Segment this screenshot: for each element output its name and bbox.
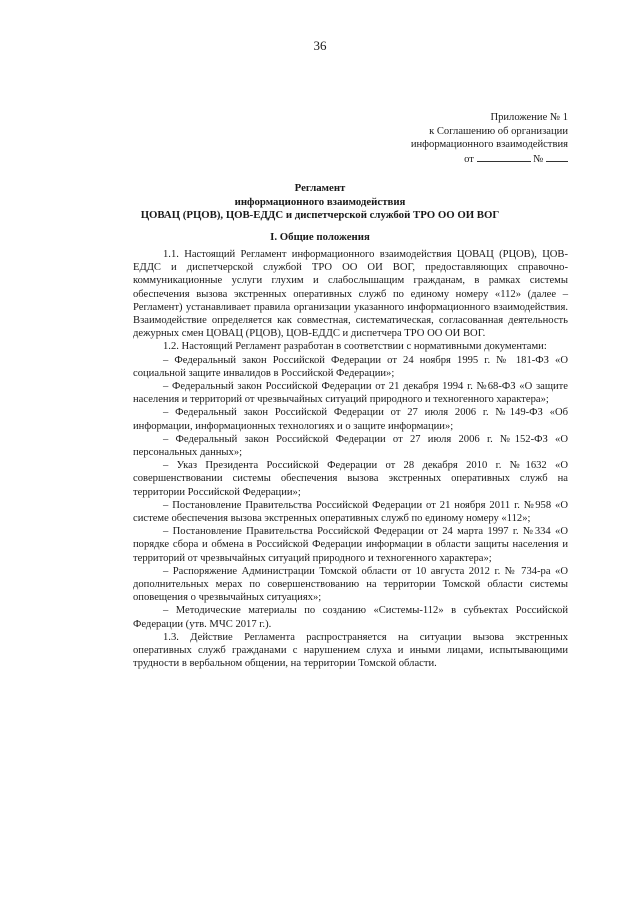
appendix-block: [411, 111, 568, 166]
title-line-2: информационного взаимодействия: [234, 195, 406, 208]
date-blank-field: [477, 152, 531, 162]
appendix-date-number-line: [411, 152, 568, 167]
appendix-line-3: информационного взаимодействия: [410, 139, 568, 151]
appendix-line-1: Приложение № 1: [490, 112, 568, 123]
appendix-line-2: к Соглашению об организации: [429, 125, 568, 137]
list-item: – Федеральный закон Российской Федерации от 27 июля 2006 г. №152-ФЗ «О персональных данных»;: [133, 433, 568, 459]
title-line-1: Регламент: [294, 182, 346, 194]
paragraph-1-3: 1.3. Действие Регламента распространяется на ситуации вызова экстренных оперативных служб гражданами с нарушением слуха и иными лицами, испытывающими трудности в вербальном общении, на территории Томской области.: [133, 631, 568, 670]
list-item: – Постановление Правительства Российской Федерации от 21 ноября 2011 г. №958 «О системе обеспечения вызова экстренных оперативных служб по единому номеру «112»;: [133, 499, 568, 525]
page-number: 36: [313, 38, 327, 53]
list-item: – Распоряжение Администрации Томской области от 10 августа 2012 г. № 734-ра «О дополнительных мерах по совершенствованию на территории Томской области системы оповещения о чрезвычайных ситуациях»;: [133, 565, 568, 604]
list-item: – Методические материалы по созданию «Системы-112» в субъектах Российской Федерации (утв. МЧС 2017 г.).: [133, 605, 568, 630]
appendix-number-label: №: [533, 153, 544, 165]
list-item: – Указ Президента Российской Федерации от 28 декабря 2010 г. №1632 «О совершенствовании системы обеспечения вызова экстренных оперативных служб на территории Российской Федерации»;: [133, 460, 568, 498]
paragraph-1-2: 1.2. Настоящий Регламент разработан в соответствии с нормативными документами:: [163, 341, 547, 353]
title-line-3: ЦОВАЦ (РЦОВ), ЦОВ-ЕДДС и диспетчерской службой ТРО ОО ОИ ВОГ: [140, 209, 500, 221]
list-item: – Федеральный закон Российской Федерации от 27 июля 2006 г. №149-ФЗ «Об информации, информационных технологиях и о защите информации»;: [133, 407, 568, 432]
section-heading: I. Общие положения: [270, 231, 370, 243]
list-item: – Федеральный закон Российской Федерации от 24 ноября 1995 г. № 181-ФЗ «О социальной защите инвалидов в Российской Федерации»;: [133, 354, 568, 379]
list-item: – Постановление Правительства Российской Федерации от 24 марта 1997 г. №334 «О порядке сбора и обмена в Российской Федерации информации в области защиты населения и территорий от чрезвычайных ситуаций природного и техногенного характера»;: [133, 526, 568, 564]
appendix-from-label: от: [464, 153, 474, 165]
number-blank-field: [546, 152, 568, 162]
document-title: [0, 182, 640, 223]
document-body: [133, 248, 568, 671]
paragraph-1-1: 1.1. Настоящий Регламент информационного взаимодействия ЦОВАЦ (РЦОВ), ЦОВ-ЕДДС и диспетчерской службой ТРО ОО ОИ ВОГ, предоставляющих справочно-коммуникационные услуги глухим и слабослышащим гражданам, в рамках системы обеспечения вызова экстренных оперативных служб по единому номеру «112» (далее – Регламент) устанавливает правила организации указанного информационного взаимодействия. Взаимодействие определяется как совместная, систематическая, согласованная деятельность дежурных смен ЦОВАЦ (РЦОВ), ЦОВ-ЕДДС и диспетчера ТРО ОО ОИ ВОГ.: [133, 249, 568, 340]
list-item: – Федеральный закон Российской Федерации от 21 декабря 1994 г. №68-ФЗ «О защите населения и территорий от чрезвычайных ситуаций природного и техногенного характера»;: [133, 381, 568, 406]
